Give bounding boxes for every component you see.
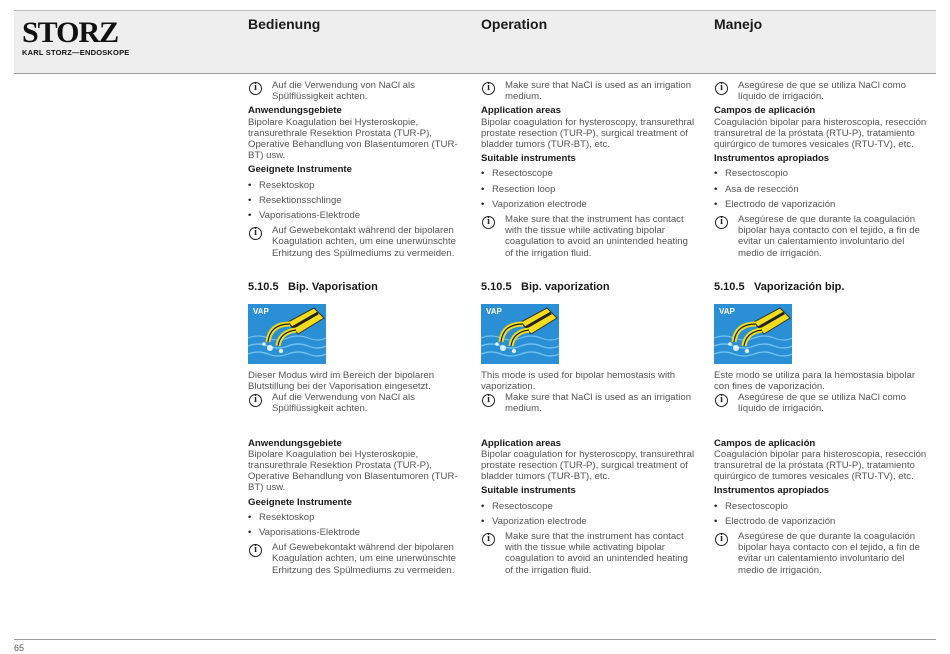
instrument-item (248, 527, 462, 538)
application-areas-text: Coagulación bipolar para histeroscopia, resección transuretral de la próstata (RTU-P), tratamiento quirúrgico de tumores vesicales (RTU-TV), etc. (714, 448, 927, 483)
bullet-dot: • (248, 210, 252, 222)
heading-instruments: Suitable instruments (481, 485, 576, 497)
instrument-item (714, 184, 928, 195)
note-text: Auf die Verwendung von NaCl als Spülflüssigkeit achten. (272, 80, 415, 103)
bullet-dot: • (714, 500, 718, 512)
info-icon: i (715, 216, 728, 229)
page-number: 65 (14, 643, 25, 653)
note-text: Asegúrese de que durante la coagulación bipolar haya contacto con el tejido, a fin de evitar un calentamiento involuntario del medio de irrigación. (738, 531, 920, 576)
note-text: Auf die Verwendung von NaCl als Spülflüssigkeit achten. (272, 392, 415, 415)
instrument-item-label: Resektoskop (259, 179, 315, 191)
instrument-item-label: Resection loop (492, 183, 556, 195)
application-areas-text: Bipolare Koagulation bei Hysteroskopie, transurethrale Resektion Prostata (TUR-P), Operative Behandlung von Blasentumoren (TUR-BT) usw. (248, 116, 458, 162)
instrument-item-label: Resektionsschlinge (259, 194, 342, 206)
instrument-item (248, 195, 462, 206)
bullet-dot: • (481, 183, 485, 195)
info-note (481, 214, 695, 259)
bullet-dot: • (714, 198, 718, 210)
instrument-item-label: Electrodo de vaporización (725, 515, 836, 527)
instrument-item-label: Vaporization electrode (492, 198, 587, 210)
vap-label: VAP (253, 306, 269, 316)
info-note (248, 225, 462, 259)
note-text: Asegúrese de que se utiliza NaCl como líquido de irrigación. (738, 392, 906, 415)
section-title (481, 281, 695, 294)
instrument-item (714, 199, 928, 210)
note-text: Asegúrese de que se utiliza NaCl como líquido de irrigación. (738, 80, 906, 103)
note-text: Make sure that the instrument has contact with the tissue while activating bipolar coagulation to avoid an unintended heating of the irrigation fluid. (505, 531, 688, 576)
heading-application-areas: Campos de aplicación (714, 437, 816, 449)
instrument-item (481, 516, 695, 527)
bullet-dot: • (714, 168, 718, 180)
instrument-item-label: Electrodo de vaporización (725, 198, 836, 210)
info-note (481, 80, 695, 102)
note-text: Make sure that NaCl is used as an irrigation medium. (505, 80, 692, 103)
section-title-text: Bip. vaporization (521, 280, 610, 293)
instrument-item-label: Vaporisations-Elektrode (259, 527, 361, 539)
info-note (714, 214, 928, 259)
instrument-item (714, 516, 928, 527)
info-icon: i (715, 533, 728, 546)
vap-label: VAP (719, 306, 735, 316)
heading-application-areas: Anwendungsgebiete (248, 437, 342, 449)
info-icon: i (482, 394, 495, 407)
instrument-item (248, 210, 462, 221)
section-title (714, 281, 928, 294)
instrument-item-label: Resectoscopio (725, 168, 788, 180)
heading-instruments: Suitable instruments (481, 153, 576, 165)
column-es (714, 80, 928, 576)
application-areas-text: Bipolar coagulation for hysteroscopy, transurethral prostate resection (TUR-P), surgical treatment of bladder tumors (TUR-BT), etc. (481, 448, 695, 483)
bullet-dot: • (481, 500, 485, 512)
section-title (248, 281, 462, 294)
heading-application-areas: Application areas (481, 105, 561, 117)
vaporization-illustration (481, 304, 559, 364)
instrument-item (481, 501, 695, 512)
instrument-item-label: Resektoskop (259, 511, 315, 523)
bullet-dot: • (248, 194, 252, 206)
mode-description: This mode is used for bipolar hemostasis with vaporization. (481, 369, 676, 393)
info-note (248, 80, 462, 102)
heading-instruments: Instrumentos apropiados (714, 153, 830, 165)
info-note (481, 392, 695, 414)
instrument-list (481, 168, 695, 210)
info-note (248, 542, 462, 576)
instrument-list (714, 501, 928, 527)
instrument-item-label: Asa de resección (725, 183, 799, 195)
instrument-item (481, 184, 695, 195)
bullet-dot: • (248, 179, 252, 191)
column-en (481, 80, 695, 576)
note-text: Auf Gewebekontakt während der bipolaren Koagulation achten, um eine unerwünschte Erhitzung des Spülmediums zu vermeiden. (272, 225, 457, 259)
info-icon: i (482, 216, 495, 229)
instrument-item-label: Vaporization electrode (492, 515, 587, 527)
instrument-item-label: Resectoscopio (725, 500, 788, 512)
info-icon: i (249, 82, 262, 95)
heading-instruments: Geeignete Instrumente (248, 496, 352, 508)
vaporization-illustration (714, 304, 792, 364)
column-title-de: Bedienung (248, 16, 321, 32)
heading-application-areas: Campos de aplicación (714, 105, 816, 117)
info-icon: i (715, 82, 728, 95)
section-title-text: Bip. Vaporisation (288, 280, 378, 293)
instrument-item-label: Resectoscope (492, 500, 553, 512)
bullet-dot: • (481, 168, 485, 180)
info-icon: i (249, 394, 262, 407)
application-areas-text: Coagulación bipolar para histeroscopia, resección transuretral de la próstata (RTU-P), tratamiento quirúrgico de tumores vesicales (RTU-TV), etc. (714, 116, 927, 151)
note-text: Make sure that the instrument has contact with the tissue while activating bipolar coagulation to avoid an unintended heating of the irrigation fluid. (505, 214, 688, 259)
instrument-item-label: Vaporisations-Elektrode (259, 210, 361, 222)
instrument-item (714, 501, 928, 512)
storz-logo (22, 18, 162, 57)
instrument-list (481, 501, 695, 527)
application-areas-text: Bipolar coagulation for hysteroscopy, transurethral prostate resection (TUR-P), surgical treatment of bladder tumors (TUR-BT), etc. (481, 116, 695, 151)
application-areas-text: Bipolare Koagulation bei Hysteroskopie, transurethrale Resektion Prostata (TUR-P), Operative Behandlung von Blasentumoren (TUR-BT) usw. (248, 448, 458, 494)
vaporization-illustration (248, 304, 326, 364)
info-icon: i (482, 82, 495, 95)
instrument-item (481, 168, 695, 179)
info-icon: i (249, 227, 262, 240)
section-number: 5.10.5 (714, 280, 745, 293)
mode-description: Este modo se utiliza para la hemostasia bipolar con fines de vaporización. (714, 369, 916, 393)
heading-application-areas: Anwendungsgebiete (248, 105, 342, 117)
section-number: 5.10.5 (248, 280, 279, 293)
info-note (248, 392, 462, 414)
instrument-item-label: Resectoscope (492, 168, 553, 180)
column-title-es: Manejo (714, 16, 763, 32)
note-text: Make sure that NaCl is used as an irrigation medium. (505, 392, 692, 415)
instrument-item (714, 168, 928, 179)
note-text: Auf Gewebekontakt während der bipolaren Koagulation achten, um eine unerwünschte Erhitzung des Spülmediums zu vermeiden. (272, 542, 457, 576)
info-icon: i (249, 544, 262, 557)
heading-instruments: Geeignete Instrumente (248, 164, 352, 176)
bullet-dot: • (248, 511, 252, 523)
instrument-item (248, 512, 462, 523)
section-number: 5.10.5 (481, 280, 512, 293)
info-icon: i (715, 394, 728, 407)
info-note (481, 531, 695, 576)
mode-description: Dieser Modus wird im Bereich der bipolaren Blutstillung bei der Vaporisation eingesetzt. (248, 369, 435, 393)
note-text: Asegúrese de que durante la coagulación bipolar haya contacto con el tejido, a fin de evitar un calentamiento involuntario del medio de irrigación. (738, 214, 920, 259)
instrument-list (714, 168, 928, 210)
instrument-item (248, 180, 462, 191)
logo-word: STORZ (22, 16, 119, 49)
bullet-dot: • (714, 183, 718, 195)
info-icon: i (482, 533, 495, 546)
vap-label: VAP (486, 306, 502, 316)
info-note (714, 531, 928, 576)
heading-instruments: Instrumentos apropiados (714, 485, 830, 497)
info-note (714, 392, 928, 414)
bullet-dot: • (714, 515, 718, 527)
instrument-item (481, 199, 695, 210)
instrument-list (248, 180, 462, 222)
section-title-text: Vaporización bip. (754, 280, 845, 293)
column-de (248, 80, 462, 576)
instrument-list (248, 512, 462, 538)
heading-application-areas: Application areas (481, 437, 561, 449)
bullet-dot: • (481, 515, 485, 527)
bullet-dot: • (248, 527, 252, 539)
bullet-dot: • (481, 198, 485, 210)
column-title-en: Operation (481, 16, 548, 32)
logo-subtitle: KARL STORZ—ENDOSKOPE (22, 48, 130, 57)
footer-rule (14, 639, 936, 640)
info-note (714, 80, 928, 102)
